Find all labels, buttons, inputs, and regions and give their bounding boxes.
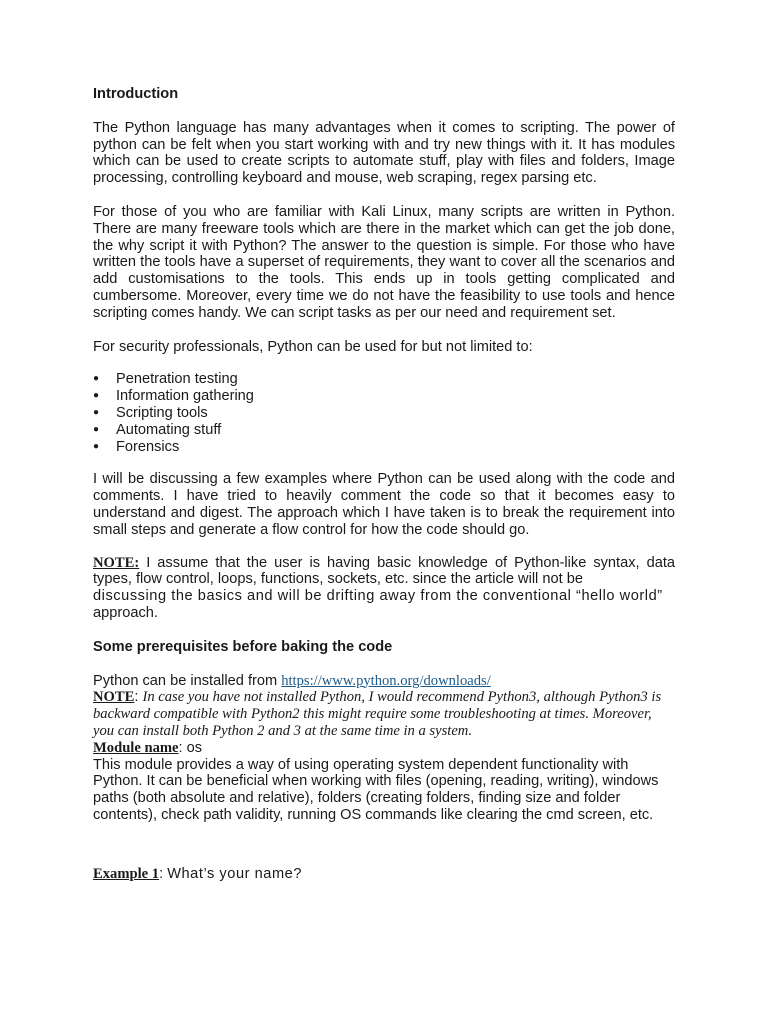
note-install: NOTE: In case you have not installed Python, I would recommend Python3, although Python3 is backward compatible with Python2 this might require some troubleshooting at times. Moreover, you can install both Python 2 and 3 at the same time in a system.	[93, 689, 662, 739]
bullet-icon: ●	[93, 423, 100, 435]
paragraph-kali: For those of you who are familiar with Kali Linux, many scripts are written in Python. There are many freeware tools which are there in the market which can get the job done, the why script it with Python? The answer to the question is simple. For those who have written the tools have a superset of requirements, they want to cover all the scenarios and add customisations to the tools. This ends up in tools getting complicated and cumbersome. Moreover, every time we do not have the feasibility to use tools and hence scripting comes handy. We can script tasks as per our need and requirement set.	[93, 203, 675, 321]
note2-text: In case you have not installed Python, I would recommend Python3, although Python3 is backward compatible with Python2 this might require some troubleshooting at times. Moreover, you can install both Python 2 and 3 at the same time in a system.	[93, 689, 662, 739]
module-value: os	[186, 739, 203, 756]
example-label: Example 1	[93, 865, 160, 882]
python-download-link[interactable]: https://www.python.org/downloads/	[281, 672, 491, 689]
bullet-list	[93, 371, 675, 455]
list-item: ● Scripting tools	[93, 404, 208, 421]
note-label: NOTE:	[93, 554, 140, 571]
note-assumption	[93, 555, 675, 589]
module-line: Module name: os	[93, 739, 203, 756]
note-text-end: approach.	[93, 604, 158, 621]
list-item: ● Penetration testing	[93, 371, 238, 388]
list-item: ● Information gathering	[93, 388, 254, 405]
heading-introduction: Introduction	[93, 86, 179, 102]
note-text: I assume that the user is having basic knowledge of Python-like syntax, data types, flow control, loops, functions, sockets, etc. since the article will not be	[93, 554, 675, 588]
module-description: This module provides a way of using operating system dependent functionality with Python. It can be beneficial when working with files (opening, reading, writing), windows paths (both absolute and relative), folders (creating folders, finding size and folder contents), check path validity, running OS commands like clearing the cmd screen, etc.	[93, 756, 659, 823]
bullet-icon: ●	[93, 373, 100, 385]
bullet-icon: ●	[93, 440, 100, 452]
bullet-icon: ●	[93, 406, 100, 418]
list-item: ● Forensics	[93, 438, 180, 455]
module-label: Module name	[93, 739, 179, 756]
paragraph-examples: I will be discussing a few examples where Python can be used along with the code and comments. I have tried to heavily comment the code so that it becomes easy to understand and digest. The approach which I have taken is to break the requirement into small steps and generate a flow control for how the code should go.	[93, 471, 675, 538]
note2-label: NOTE	[93, 689, 135, 706]
paragraph-intro: The Python language has many advantages when it comes to scripting. The power of python can be felt when you start working with and try new things with it. It has modules which can be used to create scripts to automate stuff, play with files and folders, Image processing, controlling keyboard and mouse, web scraping, regex parsing etc.	[93, 119, 675, 187]
note-text-line: discussing the basics and will be drifting away from the conventional “hello world”	[93, 588, 663, 605]
heading-prerequisites: Some prerequisites before baking the code	[93, 638, 393, 655]
bullet-icon: ●	[93, 390, 100, 402]
install-line: Python can be installed from https://www.python.org/downloads/	[93, 672, 491, 689]
document-page	[93, 86, 675, 882]
list-item: ● Automating stuff	[93, 421, 222, 438]
example-heading: Example 1: What’s your name?	[93, 865, 302, 882]
example-title: What’s your name?	[167, 865, 302, 882]
paragraph-security: For security professionals, Python can be used for but not limited to:	[93, 338, 533, 355]
